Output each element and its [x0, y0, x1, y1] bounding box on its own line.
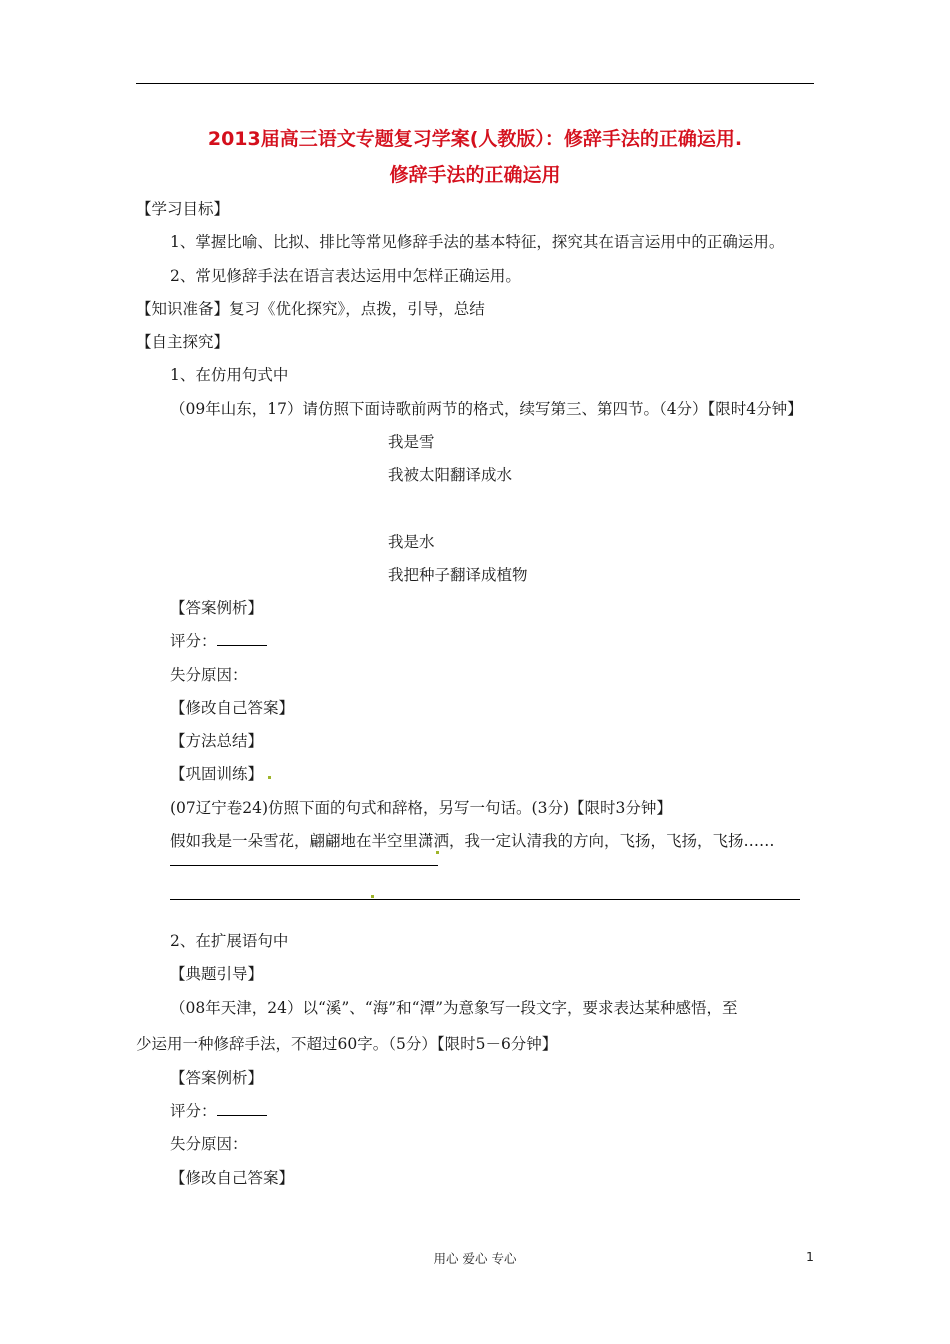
answer-line-2[interactable]: [170, 899, 800, 900]
poem-line: 我是雪: [388, 433, 435, 451]
marker-dot: [268, 776, 271, 779]
poem-line: 我被太阳翻译成水: [388, 466, 513, 484]
goal-1: 1、掌握比喻、比拟、排比等常见修辞手法的基本特征，探究其在语言运用中的正确运用。: [170, 233, 785, 251]
learning-goals-heading: 【学习目标】: [136, 200, 230, 218]
score-field: [170, 1101, 267, 1121]
header-rule: [136, 83, 814, 84]
document-title: 2013届高三语文专题复习学案(人教版）：修辞手法的正确运用.: [207, 128, 743, 150]
typical-guide-heading: 【典题引导】: [170, 965, 264, 983]
consolidate-heading: 【巩固训练】: [170, 765, 264, 783]
section-2-question-line-1: （08年天津，24）以“溪”、“海”和“潭”为意象写一段文字，要求表达某种感悟，至: [170, 999, 738, 1017]
practice-sentence: 假如我是一朵雪花，翩翩地在半空里潇洒，我一定认清我的方向，飞扬，飞扬，飞扬……: [170, 832, 775, 850]
method-summary-heading: 【方法总结】: [170, 732, 264, 750]
self-explore-heading: 【自主探究】: [136, 333, 230, 351]
section-2-question-line-2: 少运用一种修辞手法，不超过60字。（5分）【限时5－6分钟】: [136, 1035, 558, 1053]
score-field: [170, 631, 267, 651]
knowledge-prep: 【知识准备】复习《优化探究》，点拨，引导，总结: [136, 300, 485, 318]
loss-reason: 失分原因：: [170, 666, 248, 684]
score-label: 评分：: [170, 1102, 217, 1120]
section-1-question: （09年山东，17）请仿照下面诗歌前两节的格式，续写第三、第四节。（4分）【限时4分钟】: [170, 400, 803, 418]
answer-example-heading: 【答案例析】: [170, 1069, 264, 1087]
answer-example-heading: 【答案例析】: [170, 599, 264, 617]
revise-answer-heading: 【修改自己答案】: [170, 1169, 295, 1187]
poem-line: 我把种子翻译成植物: [388, 566, 528, 584]
score-blank[interactable]: [217, 631, 267, 646]
practice-question: (07辽宁卷24)仿照下面的句式和辞格，另写一句话。(3分)【限时3分钟】: [170, 799, 672, 817]
marker-dot: [371, 895, 374, 898]
section-2-heading: 2、在扩展语句中: [170, 932, 289, 950]
score-label: 评分：: [170, 632, 217, 650]
section-1-heading: 1、在仿用句式中: [170, 366, 289, 384]
goal-2: 2、常见修辞手法在语言表达运用中怎样正确运用。: [170, 267, 521, 285]
poem-line: 我是水: [388, 533, 435, 551]
marker-dot: [436, 851, 439, 854]
revise-answer-heading: 【修改自己答案】: [170, 699, 295, 717]
page-footer: 用心 爱心 专心: [433, 1251, 517, 1266]
loss-reason: 失分原因：: [170, 1135, 248, 1153]
document-subtitle: 修辞手法的正确运用: [389, 164, 561, 186]
page-number: 1: [806, 1249, 814, 1264]
answer-line-1[interactable]: [170, 865, 438, 866]
score-blank[interactable]: [217, 1101, 267, 1116]
